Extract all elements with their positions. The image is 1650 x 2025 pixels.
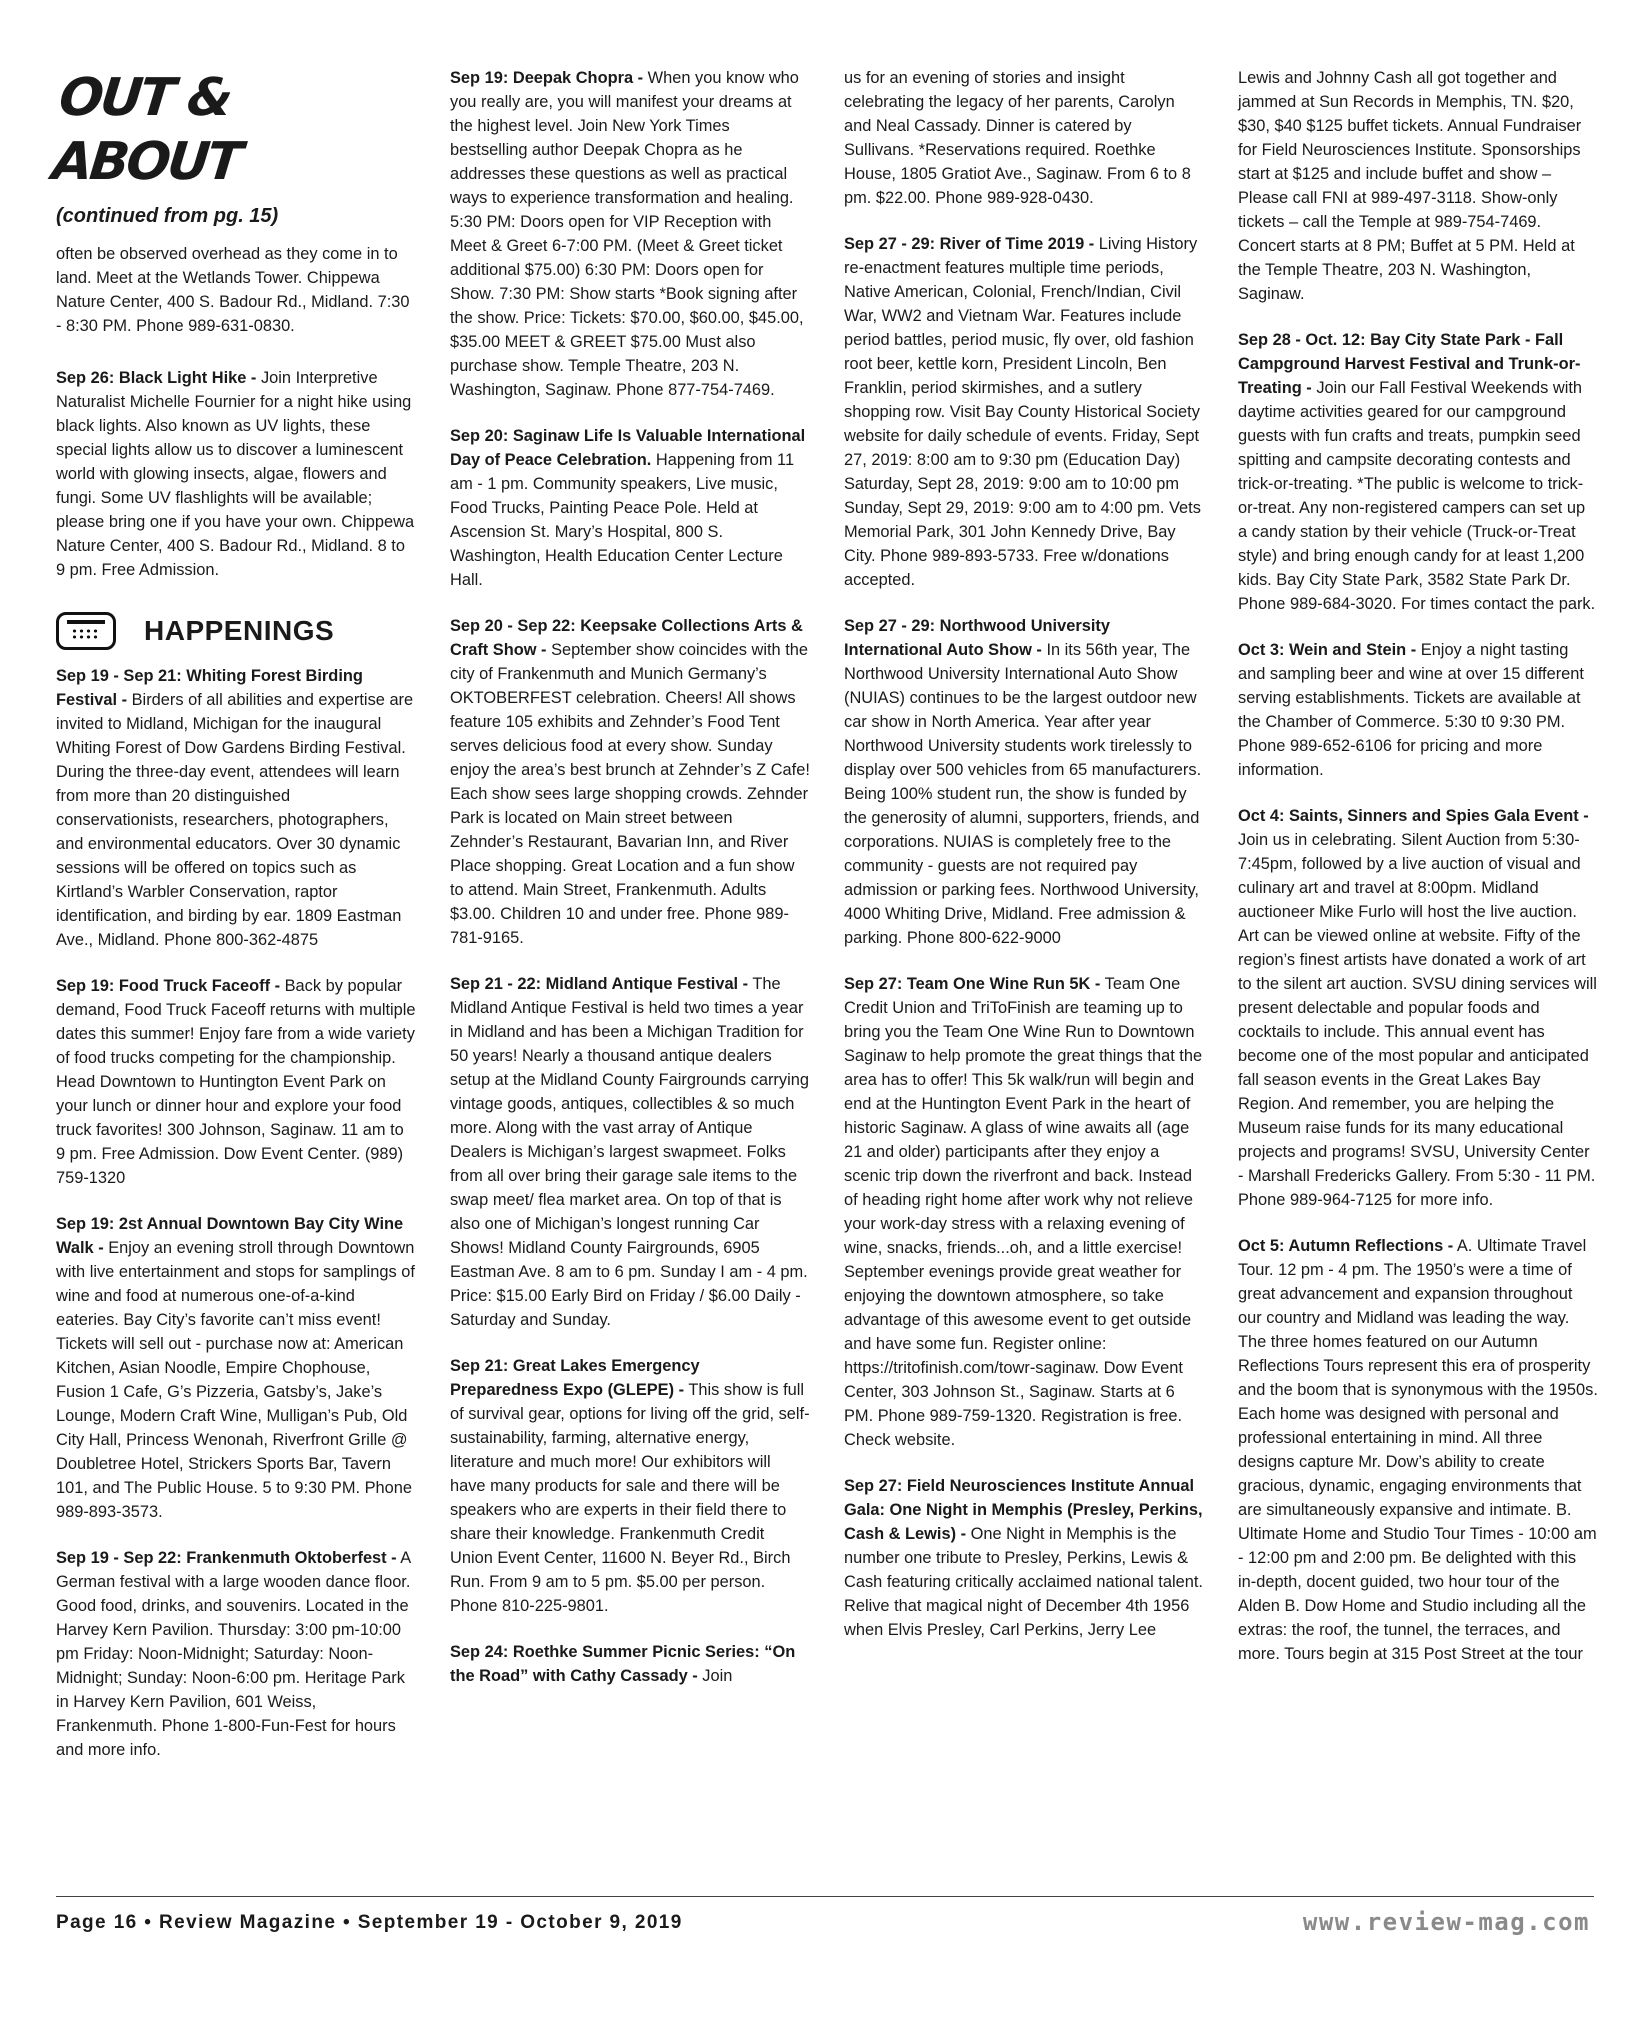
event-description: One Night in Memphis is the number one tribute to Presley, Perkins, Lewis & Cash featuring critically acclaimed national talent. Relive that magical night of December 4th 1956 when Elvis Presley, Carl Perkins, Jerry Lee <box>844 1525 1203 1639</box>
event-listing <box>1238 638 1598 782</box>
event-title: Oct 5: Autumn Reflections - <box>1238 1237 1454 1255</box>
event-description: Birders of all abilities and expertise are invited to Midland, Michigan for the inaugural Whiting Forest of Dow Gardens Birding Festival. During the three-day event, attendees will learn from more than 20 distinguished conservationists, researchers, photographers, and environmental educators. Over 30 dynamic sessions will be offered on topics such as Kirtland’s Warbler Conservation, raptor identification, and birding by ear. 1809 Eastman Ave., Midland. Phone 800-362-4875 <box>56 691 414 949</box>
happenings-title: HAPPENINGS <box>144 615 335 646</box>
column-4 <box>1238 66 1598 1688</box>
event-listing <box>844 232 1204 592</box>
event-title: Sep 27: Team One Wine Run 5K - <box>844 975 1101 993</box>
event-title: Sep 27 - 29: Northwood University International Auto Show - <box>844 617 1110 659</box>
event-title: Sep 19: Food Truck Faceoff - <box>56 977 281 995</box>
event-title: Sep 28 - Oct. 12: Bay City State Park - Fall Campground Harvest Festival and Trunk-or-Treating - <box>1238 331 1581 397</box>
event-listing <box>1238 66 1598 306</box>
event-listing <box>844 972 1204 1452</box>
event-description: Living History re-enactment features multiple time periods, Native American, Colonial, French/Indian, Civil War, WW2 and Vietnam War. Features include period battles, period music, fly over, old fashion root beer, kettle korn, President Lincoln, Ben Franklin, period skirmishes, and a sutlery shopping row. Visit Bay County Historical Society website for daily schedule of events. Friday, Sept 27, 2019: 8:00 am to 9:30 pm (Education Day) Saturday, Sept 28, 2019: 9:00 am to 10:00 pm Sunday, Sept 29, 2019: 9:00 am to 4:00 pm. Vets Memorial Park, 301 John Kennedy Drive, Bay City. Phone 989-893-5733. Free w/donations accepted. <box>844 235 1201 589</box>
event-title: Sep 21 - 22: Midland Antique Festival - <box>450 975 749 993</box>
event-title: Sep 19 - Sep 22: Frankenmuth Oktoberfest - <box>56 1549 397 1567</box>
event-description: Team One Credit Union and TriToFinish are teaming up to bring you the Team One Wine Run to Downtown Saginaw to help promote the great things that the area has to offer! This 5k walk/run will begin and end at the Huntington Event Park in the heart of historic Saginaw. A glass of wine awaits all (age 21 and older) participants after they enjoy a scenic trip down the riverfront and back. Instead of heading right home after work why not relieve your work-day stress with a relaxing evening of wine, snacks, friends...oh, and a little exercise! September evenings provide great weather for enjoying the downtown atmosphere, so take advantage of this awesome event to get outside and have some fun. Register online: https://tritofinish.com/towr-saginaw. Dow Event Center, 303 Johnson St., Saginaw. Starts at 6 PM. Phone 989-759-1320. Registration is free. Check website. <box>844 975 1203 1449</box>
event-title: Sep 24: Roethke Summer Picnic Series: “On the Road” with Cathy Cassady - <box>450 1643 796 1685</box>
event-listing <box>450 1354 810 1618</box>
event-description: A. Ultimate Travel Tour. 12 pm - 4 pm. The 1950’s were a time of great advancement and expansion throughout our country and Midland was leading the way. The three homes featured on our Autumn Reflections Tours represent this era of prosperity and the boom that is synonymous with the 1950s. Each home was designed with personal and professional entertaining in mind. All three designs capture Mr. Dow’s ability to create gracious, dynamic, engaging environments that are simultaneously expansive and intimate. B. Ultimate Home and Studio Tour Times - 10:00 am - 12:00 pm and 2:00 pm. Be delighted with this in-depth, docent guided, two hour tour of the Alden B. Dow Home and Studio including all the extras: the roof, the tunnel, the terraces, and more. Tours begin at 315 Post Street at the tour <box>1238 1237 1598 1663</box>
event-description: This show is full of survival gear, options for living off the grid, self-sustainability, farming, alternative energy, literature and much more! Our exhibitors will have many products for sale and there will be speakers who are experts in their field there to share their knowledge. Frankenmuth Credit Union Event Center, 11600 N. Beyer Rd., Birch Run. From 9 am to 5 pm. $5.00 per person. Phone 810-225-9801. <box>450 1381 810 1615</box>
footer-website-link[interactable]: www.review-mag.com <box>1302 1908 1590 1936</box>
event-listing <box>56 366 416 582</box>
event-listing <box>450 972 810 1332</box>
event-title: Sep 19: Deepak Chopra - <box>450 69 644 87</box>
continued-note: (continued from pg. 15) <box>56 205 279 227</box>
event-description: us for an evening of stories and insight celebrating the legacy of her parents, Carolyn and Neal Cassady. Dinner is catered by Sullivans. *Reservations required. Roethke House, 1805 Gratiot Ave., Saginaw. From 6 to 8 pm. $22.00. Phone 989-928-0430. <box>844 69 1191 207</box>
event-listing <box>450 1640 810 1688</box>
event-listing <box>56 1212 416 1524</box>
event-listing <box>1238 1234 1598 1666</box>
event-title: Sep 27 - 29: River of Time 2019 - <box>844 235 1095 253</box>
event-title: Sep 21: Great Lakes Emergency Preparedness Expo (GLEPE) - <box>450 1357 700 1399</box>
event-list-pre <box>56 366 416 582</box>
event-description: A German festival with a large wooden dance floor. Good food, drinks, and souvenirs. Located in the Harvey Kern Pavilion. Thursday: 3:00 pm-10:00 pm Friday: Noon-Midnight; Saturday: Noon-Midnight; Sunday: Noon-6:00 pm. Heritage Park in Harvey Kern Pavilion, 601 Weiss, Frankenmuth. Phone 1-800-Fun-Fest for hours and more info. <box>56 1549 411 1759</box>
event-title: Sep 20: Saginaw Life Is Valuable International Day of Peace Celebration. <box>450 427 806 469</box>
event-list <box>56 664 416 1762</box>
event-title: Sep 19: 2st Annual Downtown Bay City Wine Walk - <box>56 1215 404 1257</box>
event-description: Join Interpretive Naturalist Michelle Fournier for a night hike using black lights. Also known as UV lights, these special lights allow us to discover a luminescent world with glowing insects, algae, flowers and fungi. Some UV flashlights will be available; please bring one if you have your own. Chippewa Nature Center, 400 S. Badour Rd., Midland. 8 to 9 pm. Free Admission. <box>56 369 415 579</box>
section-title: OUT & ABOUT <box>49 68 243 192</box>
event-listing <box>450 614 810 950</box>
event-listing <box>450 424 810 592</box>
event-title: Oct 4: Saints, Sinners and Spies Gala Event - <box>1238 807 1589 825</box>
event-listing <box>844 614 1204 950</box>
column-3 <box>844 66 1204 1664</box>
event-listing <box>844 1474 1204 1642</box>
event-description: Enjoy an evening stroll through Downtown with live entertainment and stops for samplings of wine and food at numerous one-of-a-kind eateries. Bay City’s favorite can’t miss event! Tickets will sell out - purchase now at: American Kitchen, Asian Noodle, Empire Chophouse, Fusion 1 Cafe, G’s Pizzeria, Gatsby’s, Jake’s Lounge, Modern Craft Wine, Mulligan’s Pub, Old City Hall, Princess Wenonah, Riverfront Grille @ Doubletree Hotel, Strickers Sports Bar, Tavern 101, and The Public House. 5 to 9:30 PM. Phone 989-893-3573. <box>56 1239 415 1521</box>
column-2 <box>450 66 810 1710</box>
footer-divider <box>56 1896 1594 1897</box>
event-description: When you know who you really are, you will manifest your dreams at the highest level. Join New York Times bestselling author Deepak Chopra as he addresses these questions as well as practical ways to experience transformation and healing. 5:30 PM: Doors open for VIP Reception with Meet & Greet 6-7:00 PM. (Meet & Greet ticket additional $75.00) 6:30 PM: Doors open for Show. 7:30 PM: Show starts *Book signing after the show. Price: Tickets: $70.00, $60.00, $45.00, $35.00 MEET & GREET $75.00 Must also purchase show. Temple Theatre, 203 N. Washington, Saginaw. Phone 877-754-7469. <box>450 69 804 399</box>
event-listing <box>450 66 810 402</box>
event-description: Enjoy a night tasting and sampling beer and wine at over 15 different serving establishments. Tickets are available at the Chamber of Commerce. 5:30 t0 9:30 PM. Phone 989-652-6106 for pricing and more information. <box>1238 641 1584 779</box>
event-listing <box>56 974 416 1190</box>
event-description: Happening from 11 am - 1 pm. Community speakers, Live music, Food Trucks, Painting Peace Pole. Held at Ascension St. Mary’s Hospital, 800 S. Washington, Health Education Center Lecture Hall. <box>450 451 795 589</box>
event-listing <box>56 1546 416 1762</box>
event-description: Join <box>697 1667 733 1685</box>
event-description: Back by popular demand, Food Truck Faceoff returns with multiple dates this summer! Enjoy fare from a wide variety of food trucks competing for the championship. Head Downtown to Huntington Event Park on your lunch or dinner hour and explore your food truck favorites! 300 Johnson, Saginaw. 11 am to 9 pm. Free Admission. Dow Event Center. (989) 759-1320 <box>56 977 416 1187</box>
event-description: In its 56th year, The Northwood University International Auto Show (NUIAS) continues to be the largest outdoor new car show in North America. Year after year Northwood University students work tirelessly to display over 500 vehicles from 65 manufacturers. Being 100% student run, the show is funded by the generosity of alumni, supporters, friends, and corporations. NUIAS is completely free to the community - guests are not required pay admission or parking fees. Northwood University, 4000 Whiting Drive, Midland. Free admission & parking. Phone 800-622-9000 <box>844 641 1202 947</box>
event-description: The Midland Antique Festival is held two times a year in Midland and has been a Michigan Tradition for 50 years! Nearly a thousand antique dealers setup at the Midland County Fairgrounds carrying vintage goods, antiques, collectibles & so much more. Along with the vast array of Antique Dealers is Michigan’s largest swapmeet. Folks from all over bring their garage sale items to the swap meet/ flea market area. On top of that is also one of Michigan’s longest running Car Shows! Midland County Fairgrounds, 6905 Eastman Ave. 8 am to 6 pm. Sunday I am - 4 pm. Price: $15.00 Early Bird on Friday / $6.00 Daily - Saturday and Sunday. <box>450 975 809 1329</box>
event-title: Sep 27: Field Neurosciences Institute Annual Gala: One Night in Memphis (Presley, Perkins, Cash & Lewis) - <box>844 1477 1203 1543</box>
calendar-icon <box>56 612 116 650</box>
happenings-heading <box>56 612 416 650</box>
event-description: Lewis and Johnny Cash all got together and jammed at Sun Records in Memphis, TN. $20, $30, $40 $125 buffet tickets. Annual Fundraiser for Field Neurosciences Institute. Sponsorships start at $125 and include buffet and show – Please call FNI at 989-497-3118. Show-only tickets – call the Temple at 989-754-7469. Concert starts at 8 PM; Buffet at 5 PM. Held at the Temple Theatre, 203 N. Washington, Saginaw. <box>1238 69 1582 303</box>
event-title: Sep 19 - Sep 21: Whiting Forest Birding Festival - <box>56 667 363 709</box>
intro-paragraph: often be observed overhead as they come in to land. Meet at the Wetlands Tower. Chippewa Nature Center, 400 S. Badour Rd., Midland. 7:30 - 8:30 PM. Phone 989-631-0830. <box>56 245 410 335</box>
footer-page-info: Page 16 • Review Magazine • September 19 - October 9, 2019 <box>56 1912 683 1933</box>
event-title: Oct 3: Wein and Stein - <box>1238 641 1417 659</box>
event-description: Join our Fall Festival Weekends with daytime activities geared for our campground guests with fun crafts and treats, pumpkin seed spitting and campsite decorating contests and trick-or-treating. *The public is welcome to trick-or-treat. Any non-registered campers can set up a candy station by their vehicle (Truck-or-Treat style) and bring enough candy for at least 1,200 kids. Bay City State Park, 3582 State Park Dr. Phone 989-684-3020. For times contact the park. <box>1238 379 1596 613</box>
event-listing <box>1238 328 1598 616</box>
event-description: Join us in celebrating. Silent Auction from 5:30-7:45pm, followed by a live auction of visual and culinary art and travel at 8:00pm. Midland auctioneer Mike Furlo will host the live auction. Art can be viewed online at website. Fifty of the region’s finest artists have donated a work of art to the silent art auction. SVSU dining services will present delectable and popular foods and cocktails to include. This annual event has become one of the most popular and anticipated fall season events in the Great Lakes Bay Region. And remember, you are helping the Museum raise funds for its many educational projects and programs! SVSU, University Center - Marshall Fredericks Gallery. From 5:30 - 11 PM. Phone 989-964-7125 for more info. <box>1238 831 1597 1209</box>
event-listing <box>1238 804 1598 1212</box>
event-listing <box>56 664 416 952</box>
event-title: Sep 20 - Sep 22: Keepsake Collections Arts & Craft Show - <box>450 617 803 659</box>
event-description: September show coincides with the city of Frankenmuth and Munich Germany’s OKTOBERFEST celebration. Cheers! All shows feature 105 exhibits and Zehnder’s Food Tent serves delicious food at every show. Sunday enjoy the area’s best brunch at Zehnder’s Z Cafe! Each show sees large shopping crowds. Zehnder Park is located on Main street between Zehnder’s Restaurant, Bavarian Inn, and River Place shopping. Great Location and a fun show to attend. Main Street, Frankenmuth. Adults $3.00. Children 10 and under free. Phone 989-781-9165. <box>450 641 810 947</box>
event-title: Sep 26: Black Light Hike - <box>56 369 257 387</box>
event-listing <box>844 66 1204 210</box>
column-1 <box>49 66 416 1784</box>
